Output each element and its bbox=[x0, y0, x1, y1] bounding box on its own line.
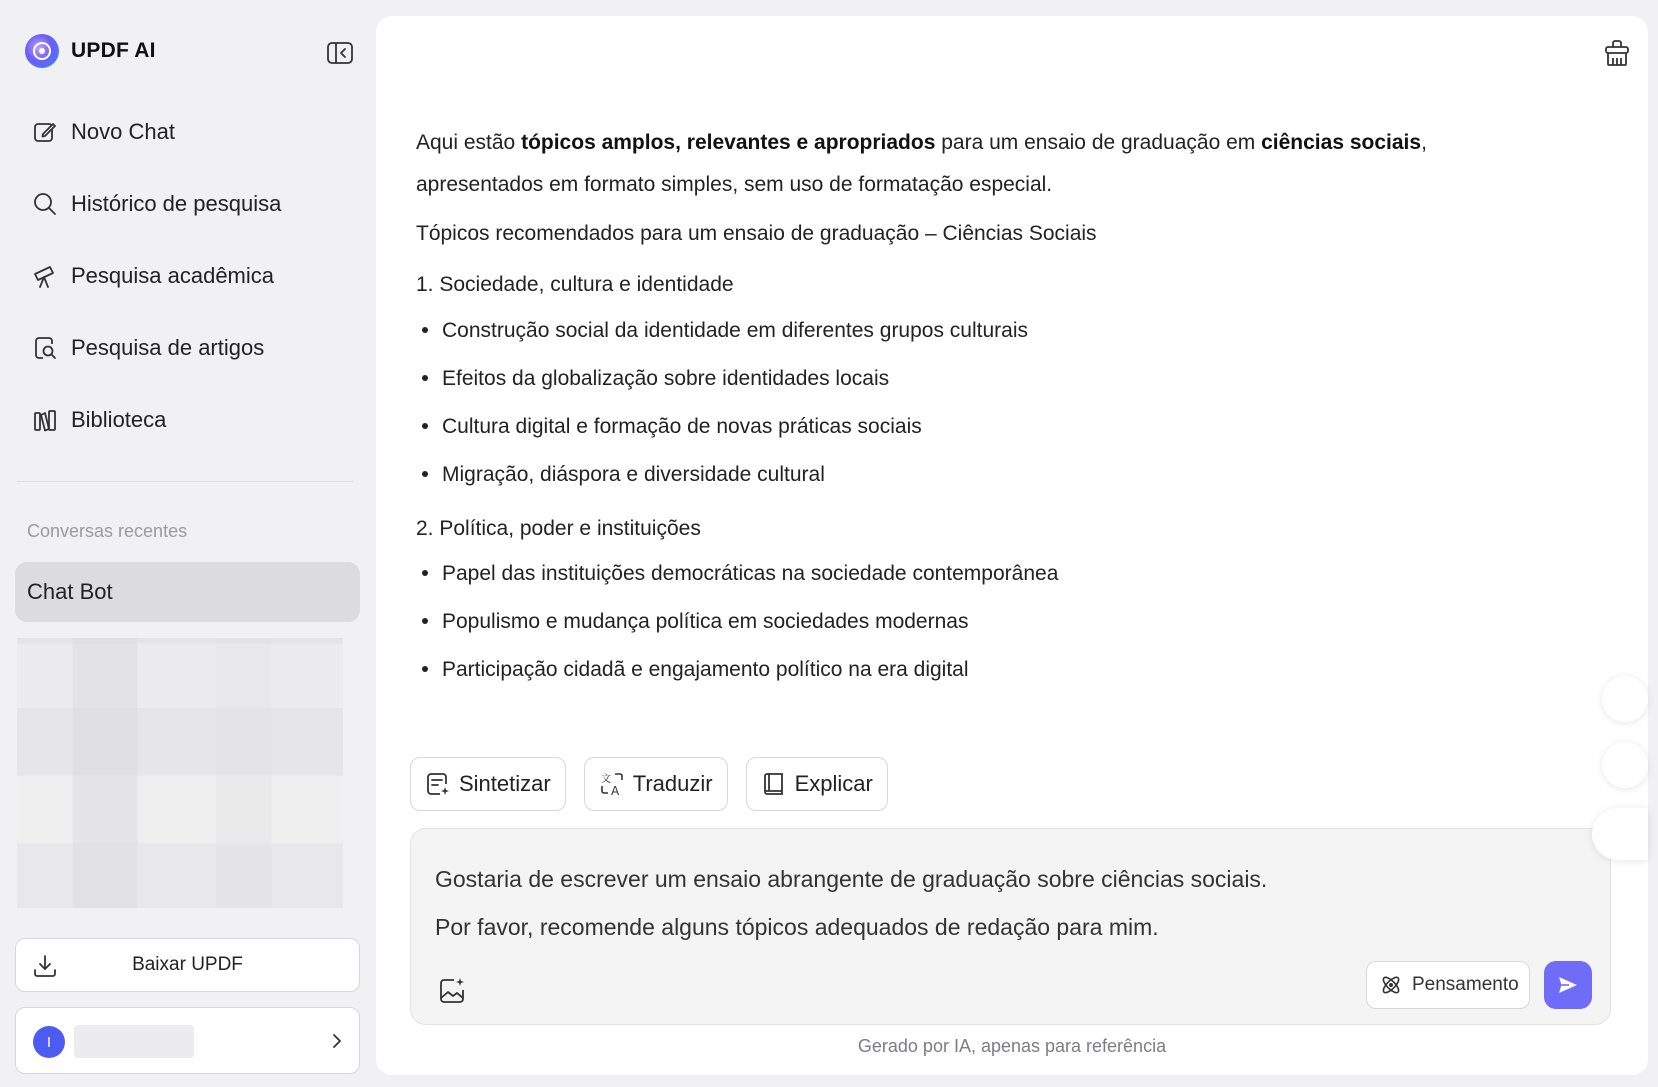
summarize-button[interactable] bbox=[410, 757, 566, 811]
intro-bold-text: tópicos amplos, relevantes e apropriados bbox=[521, 131, 936, 154]
explain-button[interactable] bbox=[746, 757, 888, 811]
brand[interactable] bbox=[25, 34, 156, 68]
svg-text:文: 文 bbox=[600, 774, 611, 785]
blurred-conversation-list bbox=[17, 638, 343, 908]
updf-ai-logo-icon bbox=[25, 34, 59, 68]
intro-text: , bbox=[1421, 131, 1427, 154]
quick-actions bbox=[410, 757, 888, 811]
summarize-icon bbox=[425, 771, 451, 797]
sidebar-item-label: Pesquisa de artigos bbox=[71, 335, 265, 360]
ai-response bbox=[416, 122, 1556, 704]
send-button[interactable] bbox=[1544, 961, 1592, 1009]
sidebar-item-label: Novo Chat bbox=[71, 119, 175, 144]
list-item: Efeitos da globalização sobre identidades locais bbox=[442, 365, 1556, 413]
sidebar-item-label: Pesquisa acadêmica bbox=[71, 263, 275, 288]
ai-disclaimer: Gerado por IA, apenas para referência bbox=[857, 1036, 1167, 1056]
list-item: Populismo e mudança política em sociedades modernas bbox=[442, 608, 1556, 656]
thinking-toggle-button[interactable] bbox=[1366, 961, 1530, 1009]
avatar: I bbox=[33, 1026, 65, 1058]
telescope-icon bbox=[32, 263, 58, 289]
app-name: UPDF AI bbox=[71, 39, 156, 62]
response-heading: Tópicos recomendados para um ensaio de graduação – Ciências Sociais bbox=[416, 222, 1097, 245]
list-item: Papel das instituições democráticas na sociedade contemporânea bbox=[442, 560, 1556, 608]
book-icon bbox=[761, 771, 787, 797]
collapse-sidebar-icon[interactable] bbox=[326, 41, 354, 65]
chat-panel bbox=[376, 16, 1648, 1075]
recent-conversation-label: Chat Bot bbox=[27, 579, 113, 604]
sidebar-divider bbox=[17, 481, 353, 482]
intro-text: para um ensaio de graduação em bbox=[935, 131, 1262, 154]
intro-text: Aqui estão bbox=[416, 131, 522, 154]
list-item: Participação cidadã e engajamento político na era digital bbox=[442, 656, 1556, 704]
sidebar-item-pesquisa-academica[interactable] bbox=[16, 248, 356, 304]
send-icon bbox=[1556, 973, 1580, 997]
sidebar-item-novo-chat[interactable] bbox=[16, 104, 356, 160]
atom-icon bbox=[1379, 973, 1403, 997]
edit-icon bbox=[32, 119, 58, 145]
image-upload-icon[interactable] bbox=[437, 976, 467, 1006]
sidebar bbox=[0, 0, 372, 1087]
user-account-card[interactable] bbox=[15, 1007, 360, 1074]
sidebar-item-biblioteca[interactable] bbox=[16, 392, 356, 448]
search-icon bbox=[32, 191, 58, 217]
list-item: Migração, diáspora e diversidade cultural bbox=[442, 461, 1556, 509]
chevron-right-icon bbox=[328, 1032, 346, 1050]
clear-chat-icon[interactable] bbox=[1602, 38, 1632, 68]
message-composer[interactable] bbox=[410, 828, 1611, 1025]
recent-conversation-item[interactable] bbox=[15, 562, 360, 622]
summarize-label: Sintetizar bbox=[459, 771, 551, 796]
composer-line: Por favor, recomende alguns tópicos adequados de redação para mim. bbox=[435, 914, 1159, 940]
floating-widget[interactable] bbox=[1592, 808, 1648, 860]
sidebar-item-label: Histórico de pesquisa bbox=[71, 191, 282, 216]
floating-widget[interactable] bbox=[1602, 742, 1648, 788]
download-icon bbox=[32, 953, 58, 979]
thinking-label: Pensamento bbox=[1412, 974, 1519, 995]
intro-bold-text: ciências sociais bbox=[1261, 131, 1422, 154]
section-title: 2. Política, poder e instituições bbox=[416, 516, 701, 540]
document-search-icon bbox=[32, 335, 58, 361]
translate-button[interactable] bbox=[584, 757, 728, 811]
section-title: 1. Sociedade, cultura e identidade bbox=[416, 273, 734, 297]
sidebar-item-label: Biblioteca bbox=[71, 407, 167, 432]
explain-label: Explicar bbox=[794, 771, 873, 796]
composer-input[interactable] bbox=[435, 855, 1267, 951]
sidebar-nav bbox=[16, 104, 356, 464]
translate-label: Traduzir bbox=[632, 771, 713, 796]
sidebar-item-historico[interactable] bbox=[16, 176, 356, 232]
library-icon bbox=[32, 407, 58, 433]
blurred-username bbox=[74, 1025, 194, 1058]
topic-list bbox=[416, 560, 1556, 704]
sidebar-item-pesquisa-artigos[interactable] bbox=[16, 320, 356, 376]
download-updf-label: Baixar UPDF bbox=[132, 954, 243, 975]
intro-text: apresentados em formato simples, sem uso de formatação especial. bbox=[416, 173, 1053, 196]
floating-widget[interactable] bbox=[1602, 676, 1648, 722]
recent-conversations-title: Conversas recentes bbox=[27, 521, 188, 541]
list-item: Construção social da identidade em diferentes grupos culturais bbox=[442, 317, 1556, 365]
response-intro bbox=[416, 122, 1556, 206]
topic-list bbox=[416, 317, 1556, 509]
svg-text:A: A bbox=[610, 784, 619, 797]
translate-icon bbox=[599, 771, 625, 797]
download-updf-button[interactable] bbox=[15, 938, 360, 992]
composer-line: Gostaria de escrever um ensaio abrangente de graduação sobre ciências sociais. bbox=[435, 866, 1268, 892]
list-item: Cultura digital e formação de novas práticas sociais bbox=[442, 413, 1556, 461]
